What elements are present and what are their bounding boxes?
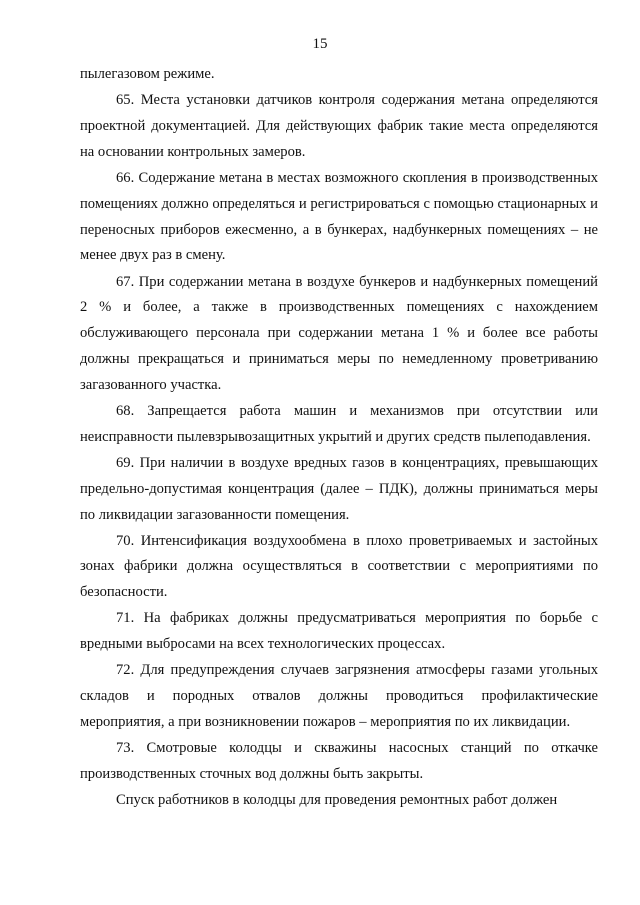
paragraph-73: 73. Смотровые колодцы и скважины насосных станций по откачке производственных сточных вод должны быть закрыты. xyxy=(80,740,598,783)
paragraph-70: 70. Интенсификация воздухообмена в плохо проветриваемых и застойных зонах фабрики должна осуществляться в соответствии с мероприятиями по безопасности. xyxy=(80,532,598,601)
paragraph-67: 67. При содержании метана в воздухе бункеров и надбункерных помещений 2 % и более, а также в производственных помещениях с нахождением обслуживающего персонала при содержании метана 1 % и более все работы должны прекращаться и приниматься меры по немедленному проветриванию загазованного участка. xyxy=(80,273,598,393)
paragraph-72: 72. Для предупреждения случаев загрязнения атмосферы газами угольных складов и породных отвалов должны проводиться профилактические мероприятия, а при возникновении пожаров – мероприятия по их ликвидации. xyxy=(80,662,598,731)
paragraph-69: 69. При наличии в воздухе вредных газов в концентрациях, превышающих предельно-допустимая концентрация (далее – ПДК), должны приниматься меры по ликвидации загазованности помещения. xyxy=(80,454,598,523)
paragraph-73-continued: Спуск работников в колодцы для проведения ремонтных работ должен xyxy=(116,792,558,809)
paragraph-68: 68. Запрещается работа машин и механизмов при отсутствии или неисправности пылевзрывозащитных укрытий и других средств пылеподавления. xyxy=(80,402,598,445)
paragraph-66: 66. Содержание метана в местах возможного скопления в производственных помещениях должно определяться и регистрироваться с помощью стационарных и переносных приборов ежесменно, а в бункерах, надбункерных помещениях – не менее двух раз в смену. xyxy=(80,169,598,264)
document-body xyxy=(80,62,598,814)
paragraph-continuation: пылегазовом режиме. xyxy=(80,66,215,82)
paragraph-65: 65. Места установки датчиков контроля содержания метана определяются проектной документацией. Для действующих фабрик такие места определяются на основании контрольных замеров. xyxy=(80,92,598,160)
page-number: 15 xyxy=(312,36,328,52)
paragraph-71: 71. На фабриках должны предусматриваться мероприятия по борьбе с вредными выбросами на всех технологических процессах. xyxy=(80,610,598,653)
